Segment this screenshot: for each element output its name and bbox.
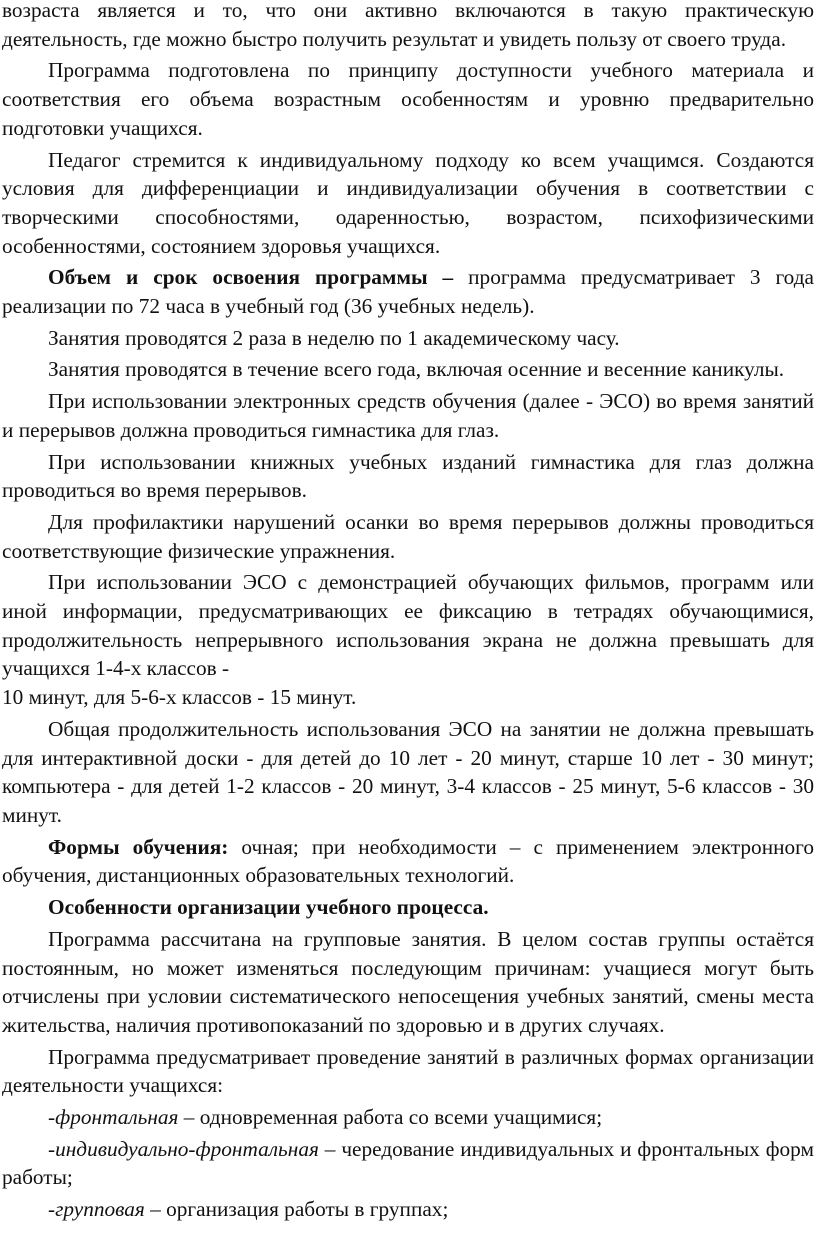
paragraph-posture: Для профилактики нарушений осанки во время перерывов должны проводиться соответствующие физические упражнения. (2, 509, 814, 563)
study-forms-text: очная; при необходимости – с применением электронного обучения, дистанционных образовательных технологий. (2, 834, 814, 888)
paragraph-continuation: возраста является и то, что они активно включаются в такую практическую деятельность, где можно быстро получить результат и увидеть пользу от своего труда. (2, 0, 814, 51)
list-item-text: – организация работы в группах; (144, 1197, 449, 1222)
paragraph-process-heading (2, 893, 814, 922)
paragraph-books-gymnastics: При использовании книжных учебных изданий гимнастика для глаз должна проводиться во время перерывов. (2, 449, 814, 503)
list-item-prefix: - (48, 1105, 56, 1130)
list-item (2, 1103, 814, 1132)
paragraph-lesson-frequency: Занятия проводятся 2 раза в неделю по 1 академическому часу. (48, 325, 620, 350)
paragraph-year-round: Занятия проводятся в течение всего года, включая осенние и весенние каникулы. (48, 357, 785, 382)
study-forms-heading: Формы обучения: (48, 834, 229, 859)
paragraph-eso-total: Общая продолжительность использования ЭСО на занятии не должна превышать для интерактивной доски - для детей до 10 лет - 20 минут, старше 10 лет - 30 минут; компьютера - для детей 1-2 классов - 20 минут, 3-4 классов - 25 минут, 5-6 классов - 30 минут. (2, 716, 814, 827)
paragraph-forms-intro: Программа предусматривает проведение занятий в различных формах организации деятельности учащихся: (2, 1044, 814, 1098)
list-item-prefix: - (48, 1197, 56, 1222)
list-item-text: – одновременная работа со всеми учащимися; (178, 1105, 603, 1130)
list-item (2, 1195, 814, 1224)
list-item-term: групповая (55, 1197, 145, 1222)
program-duration-text: программа предусматривает 3 года реализации по 72 часа в учебный год (36 учебных недель). (2, 265, 814, 319)
list-item-term: индивидуально-фронтальная (55, 1136, 319, 1161)
list-item-text: – чередование индивидуальных и фронтальных форм работы; (2, 1136, 814, 1190)
program-duration-heading: Объем и срок освоения программы – (48, 265, 454, 290)
list-item (2, 1135, 814, 1192)
screen-time-text: При использовании ЭСО с демонстрацией обучающих фильмов, программ или иной информации, предусматривающих ее фиксацию в тетрадях обучающимися, продолжительность непрерывного использования экрана не должна превышать для учащихся 1-4-х классов - (2, 570, 814, 681)
paragraph-group-lessons: Программа рассчитана на групповые занятия. В целом состав группы остаётся постоянным, но может изменяться последующим причинам: учащиеся могут быть отчислены при условии систематического непосещения учебных занятий, смены места жительства, наличия противопоказаний по здоровью и в других случаях. (2, 926, 814, 1037)
paragraph-eso-gymnastics: При использовании электронных средств обучения (далее - ЭСО) во время занятий и перерывов должна проводиться гимнастика для глаз. (2, 389, 814, 442)
paragraph-program-duration (2, 263, 814, 320)
paragraph-individual-approach: Педагог стремится к индивидуальному подходу ко всем учащимся. Создаются условия для дифференциации и индивидуализации обучения в соответствии с творческими способностями, одаренностью, возрастом, психофизическими особенностями, состоянием здоровья учащихся. (2, 147, 814, 258)
process-heading: Особенности организации учебного процесса. (48, 895, 489, 920)
paragraph-accessibility: Программа подготовлена по принципу доступности учебного материала и соответствия его объема возрастным особенностям и уровню предварительно подготовки учащихся. (2, 58, 814, 140)
list-item-prefix: - (48, 1136, 56, 1161)
paragraph-study-forms (2, 833, 814, 890)
list-item-term: фронтальная (55, 1105, 179, 1130)
paragraph-screen-time (2, 568, 814, 712)
screen-time-continuation: 10 минут, для 5-6-х классов - 15 минут. (2, 685, 357, 710)
